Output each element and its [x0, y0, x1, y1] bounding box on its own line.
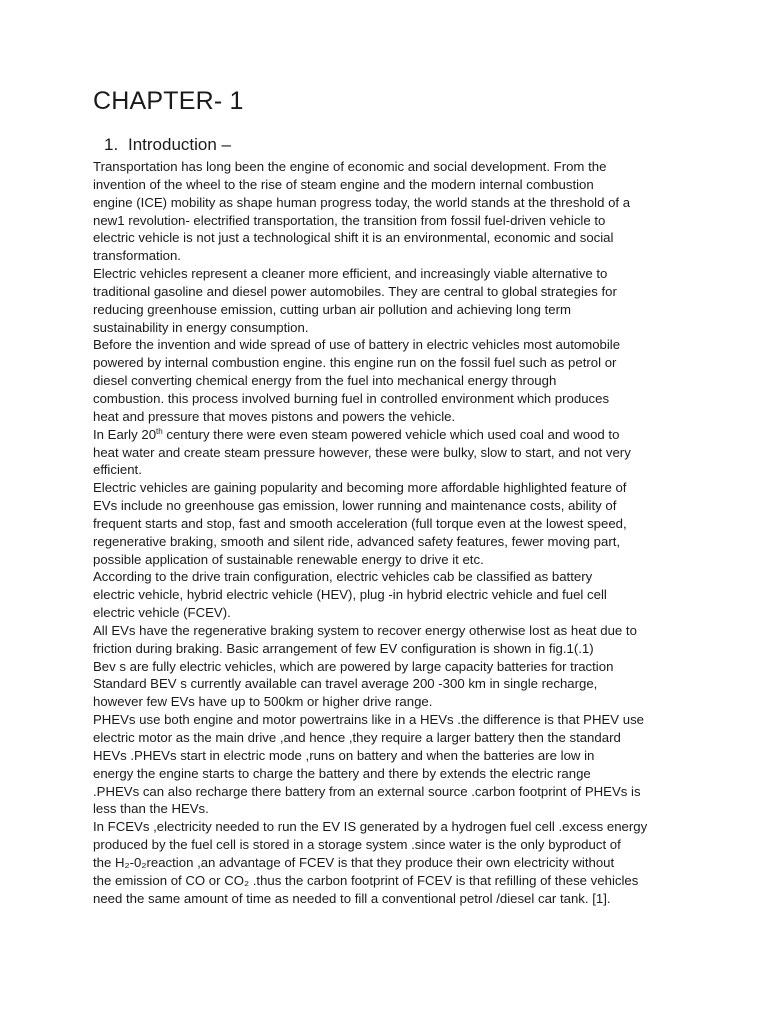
text-line: reducing greenhouse emission, cutting urban air pollution and achieving long term: [93, 301, 571, 317]
text-line: engine (ICE) mobility as shape human progress today, the world stands at the threshold of a: [93, 194, 631, 210]
text-line: All EVs have the regenerative braking system to recover energy otherwise lost as heat due to: [93, 622, 637, 638]
text-line: PHEVs use both engine and motor powertrains like in a HEVs .the difference is that PHEV use: [93, 712, 644, 728]
section-heading: [104, 135, 231, 155]
text-line: HEVs .PHEVs start in electric mode ,runs on battery and when the batteries are low in: [93, 747, 595, 763]
text-line: powered by internal combustion engine. this engine run on the fossil fuel such as petrol or: [93, 355, 617, 371]
text-line: the emission of CO or CO₂ .thus the carbon footprint of FCEV is that refilling of these vehicles: [93, 872, 639, 888]
text-line: produced by the fuel cell is stored in a storage system .since water is the only byproduct of: [93, 837, 621, 853]
text-line: frequent starts and stop, fast and smooth acceleration (full torque even at the lowest speed,: [93, 515, 627, 531]
text-line: need the same amount of time as needed to fill a conventional petrol /diesel car tank. [1].: [93, 890, 611, 906]
text-line: In FCEVs ,electricity needed to run the EV IS generated by a hydrogen fuel cell .excess energy: [93, 819, 648, 835]
text-line: EVs include no greenhouse gas emission, lower running and maintenance costs, ability of: [93, 498, 617, 514]
text-line: Transportation has long been the engine of economic and social development. From the: [93, 159, 607, 174]
text-line: combustion. this process involved burning fuel in controlled environment which produces: [93, 390, 610, 406]
body-text: [93, 158, 683, 907]
text-line: electric vehicle (FCEV).: [93, 605, 231, 621]
section-number: 1.: [104, 135, 119, 154]
text-line: Electric vehicles are gaining popularity and becoming more affordable highlighted feature of: [93, 480, 627, 496]
text-line: heat and pressure that moves pistons and powers the vehicle.: [93, 408, 456, 424]
superscript-th: th: [156, 426, 163, 436]
text-line: new1 revolution- electrified transportation, the transition from fossil fuel-driven vehicle to: [93, 212, 606, 228]
chapter-title: CHAPTER- 1: [93, 87, 244, 115]
text-line: less than the HEVs.: [93, 801, 209, 817]
text-line: regenerative braking, smooth and silent ride, advanced safety features, fewer moving part,: [93, 533, 621, 549]
text-line: electric motor as the main drive ,and hence ,they require a larger battery then the standard: [93, 730, 621, 745]
text-line: electric vehicle is not just a technological shift it is an environmental, economic and social: [93, 230, 614, 246]
text-line-20th-century: [93, 426, 683, 444]
text-fragment: century there were even steam powered vehicle which used coal and wood to: [162, 426, 620, 442]
text-line: efficient.: [93, 462, 142, 478]
text-line: electric vehicle, hybrid electric vehicle (HEV), plug -in hybrid electric vehicle and fuel cell: [93, 587, 607, 603]
text-line: traditional gasoline and diesel power automobiles. They are central to global strategies for: [93, 283, 617, 299]
text-line: invention of the wheel to the rise of steam engine and the modern internal combustion: [93, 176, 594, 192]
text-line: .PHEVs can also recharge there battery from an external source .carbon footprint of PHEVs is: [93, 783, 641, 799]
text-line: diesel converting chemical energy from the fuel into mechanical energy through: [93, 373, 557, 389]
text-line: the H₂-0₂reaction ,an advantage of FCEV is that they produce their own electricity without: [93, 854, 615, 870]
text-line: friction during braking. Basic arrangement of few EV configuration is shown in fig.1(.1): [93, 640, 594, 656]
text-line: sustainability in energy consumption.: [93, 319, 309, 335]
text-line: possible application of sustainable renewable energy to drive it etc.: [93, 551, 484, 567]
section-title: Introduction –: [128, 135, 232, 154]
text-line: Electric vehicles represent a cleaner more efficient, and increasingly viable alternative to: [93, 266, 608, 282]
text-line: heat water and create steam pressure however, these were bulky, slow to start, and not very: [93, 444, 631, 460]
text-line: Before the invention and wide spread of use of battery in electric vehicles most automobile: [93, 337, 621, 353]
text-line: According to the drive train configuration, electric vehicles cab be classified as battery: [93, 569, 593, 585]
text-fragment: In Early 20: [93, 426, 157, 442]
text-line: Standard BEV s currently available can travel average 200 -300 km in single recharge,: [93, 676, 598, 692]
text-line: transformation.: [93, 248, 181, 264]
text-line: however few EVs have up to 500km or higher drive range.: [93, 694, 433, 710]
text-line: energy the engine starts to charge the battery and there by extends the electric range: [93, 765, 591, 781]
text-line: Bev s are fully electric vehicles, which are powered by large capacity batteries for traction: [93, 658, 614, 674]
